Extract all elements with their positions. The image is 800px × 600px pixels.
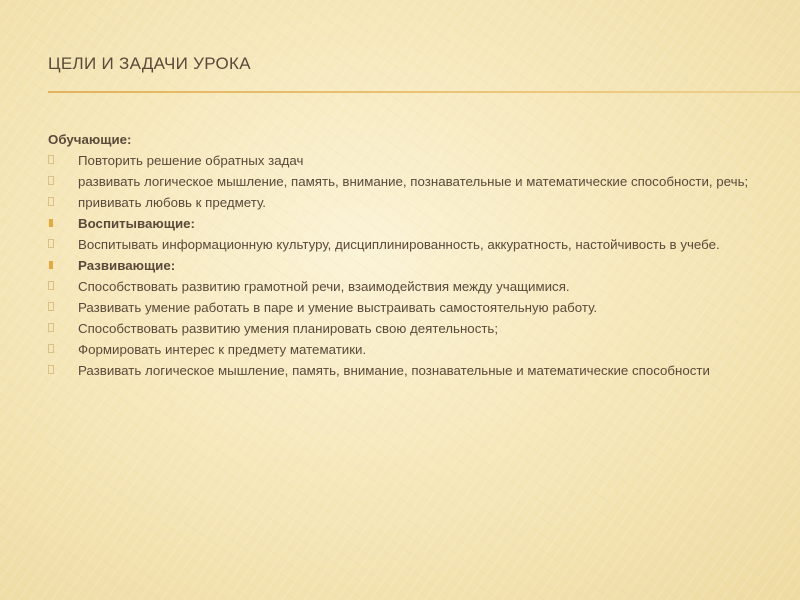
square-bullet-icon bbox=[48, 365, 54, 374]
square-bullet-icon bbox=[48, 239, 54, 248]
square-bullet-icon bbox=[48, 155, 54, 164]
filled-bullet-icon bbox=[49, 219, 53, 227]
slide-body bbox=[48, 129, 768, 381]
list-item bbox=[48, 192, 768, 213]
list-item bbox=[48, 318, 768, 339]
section-heading-developing bbox=[48, 255, 768, 276]
square-bullet-icon bbox=[48, 323, 54, 332]
list-item-text: Повторить решение обратных задач bbox=[78, 153, 304, 168]
list-item bbox=[48, 171, 768, 192]
list-item-text: Развивать умение работать в паре и умение выстраивать самостоятельную работу. bbox=[78, 300, 598, 315]
filled-bullet-icon bbox=[49, 261, 53, 269]
section-heading-text: Развивающие: bbox=[78, 258, 176, 273]
section-heading-upbringing bbox=[48, 213, 768, 234]
list-item bbox=[48, 234, 768, 255]
list-item-text: Способствовать развитию умения планировать свою деятельность; bbox=[78, 321, 499, 336]
square-bullet-icon bbox=[48, 176, 54, 185]
list-item-text: прививать любовь к предмету. bbox=[78, 195, 266, 210]
list-item-text: развивать логическое мышление, память, внимание, познавательные и математические способности, речь; bbox=[78, 174, 749, 189]
list-item bbox=[48, 339, 768, 360]
list-item-text: Способствовать развитию грамотной речи, взаимодействия между учащимися. bbox=[78, 279, 570, 294]
list-item bbox=[48, 297, 768, 318]
title-divider bbox=[48, 91, 800, 93]
square-bullet-icon bbox=[48, 302, 54, 311]
list-item bbox=[48, 360, 768, 381]
square-bullet-icon bbox=[48, 281, 54, 290]
square-bullet-icon bbox=[48, 197, 54, 206]
list-item bbox=[48, 150, 768, 171]
list-item bbox=[48, 276, 768, 297]
list-item-text: Формировать интерес к предмету математики. bbox=[78, 342, 367, 357]
slide-title: ЦЕЛИ И ЗАДАЧИ УРОКА bbox=[48, 54, 251, 73]
section-heading-text: Воспитывающие: bbox=[78, 216, 195, 231]
list-item-text: Воспитывать информационную культуру, дисциплинированность, аккуратность, настойчивость в учебе. bbox=[78, 237, 720, 252]
square-bullet-icon bbox=[48, 344, 54, 353]
list-item-text: Развивать логическое мышление, память, внимание, познавательные и математические способности bbox=[78, 363, 710, 378]
section-heading-teaching: Обучающие: bbox=[48, 132, 132, 147]
